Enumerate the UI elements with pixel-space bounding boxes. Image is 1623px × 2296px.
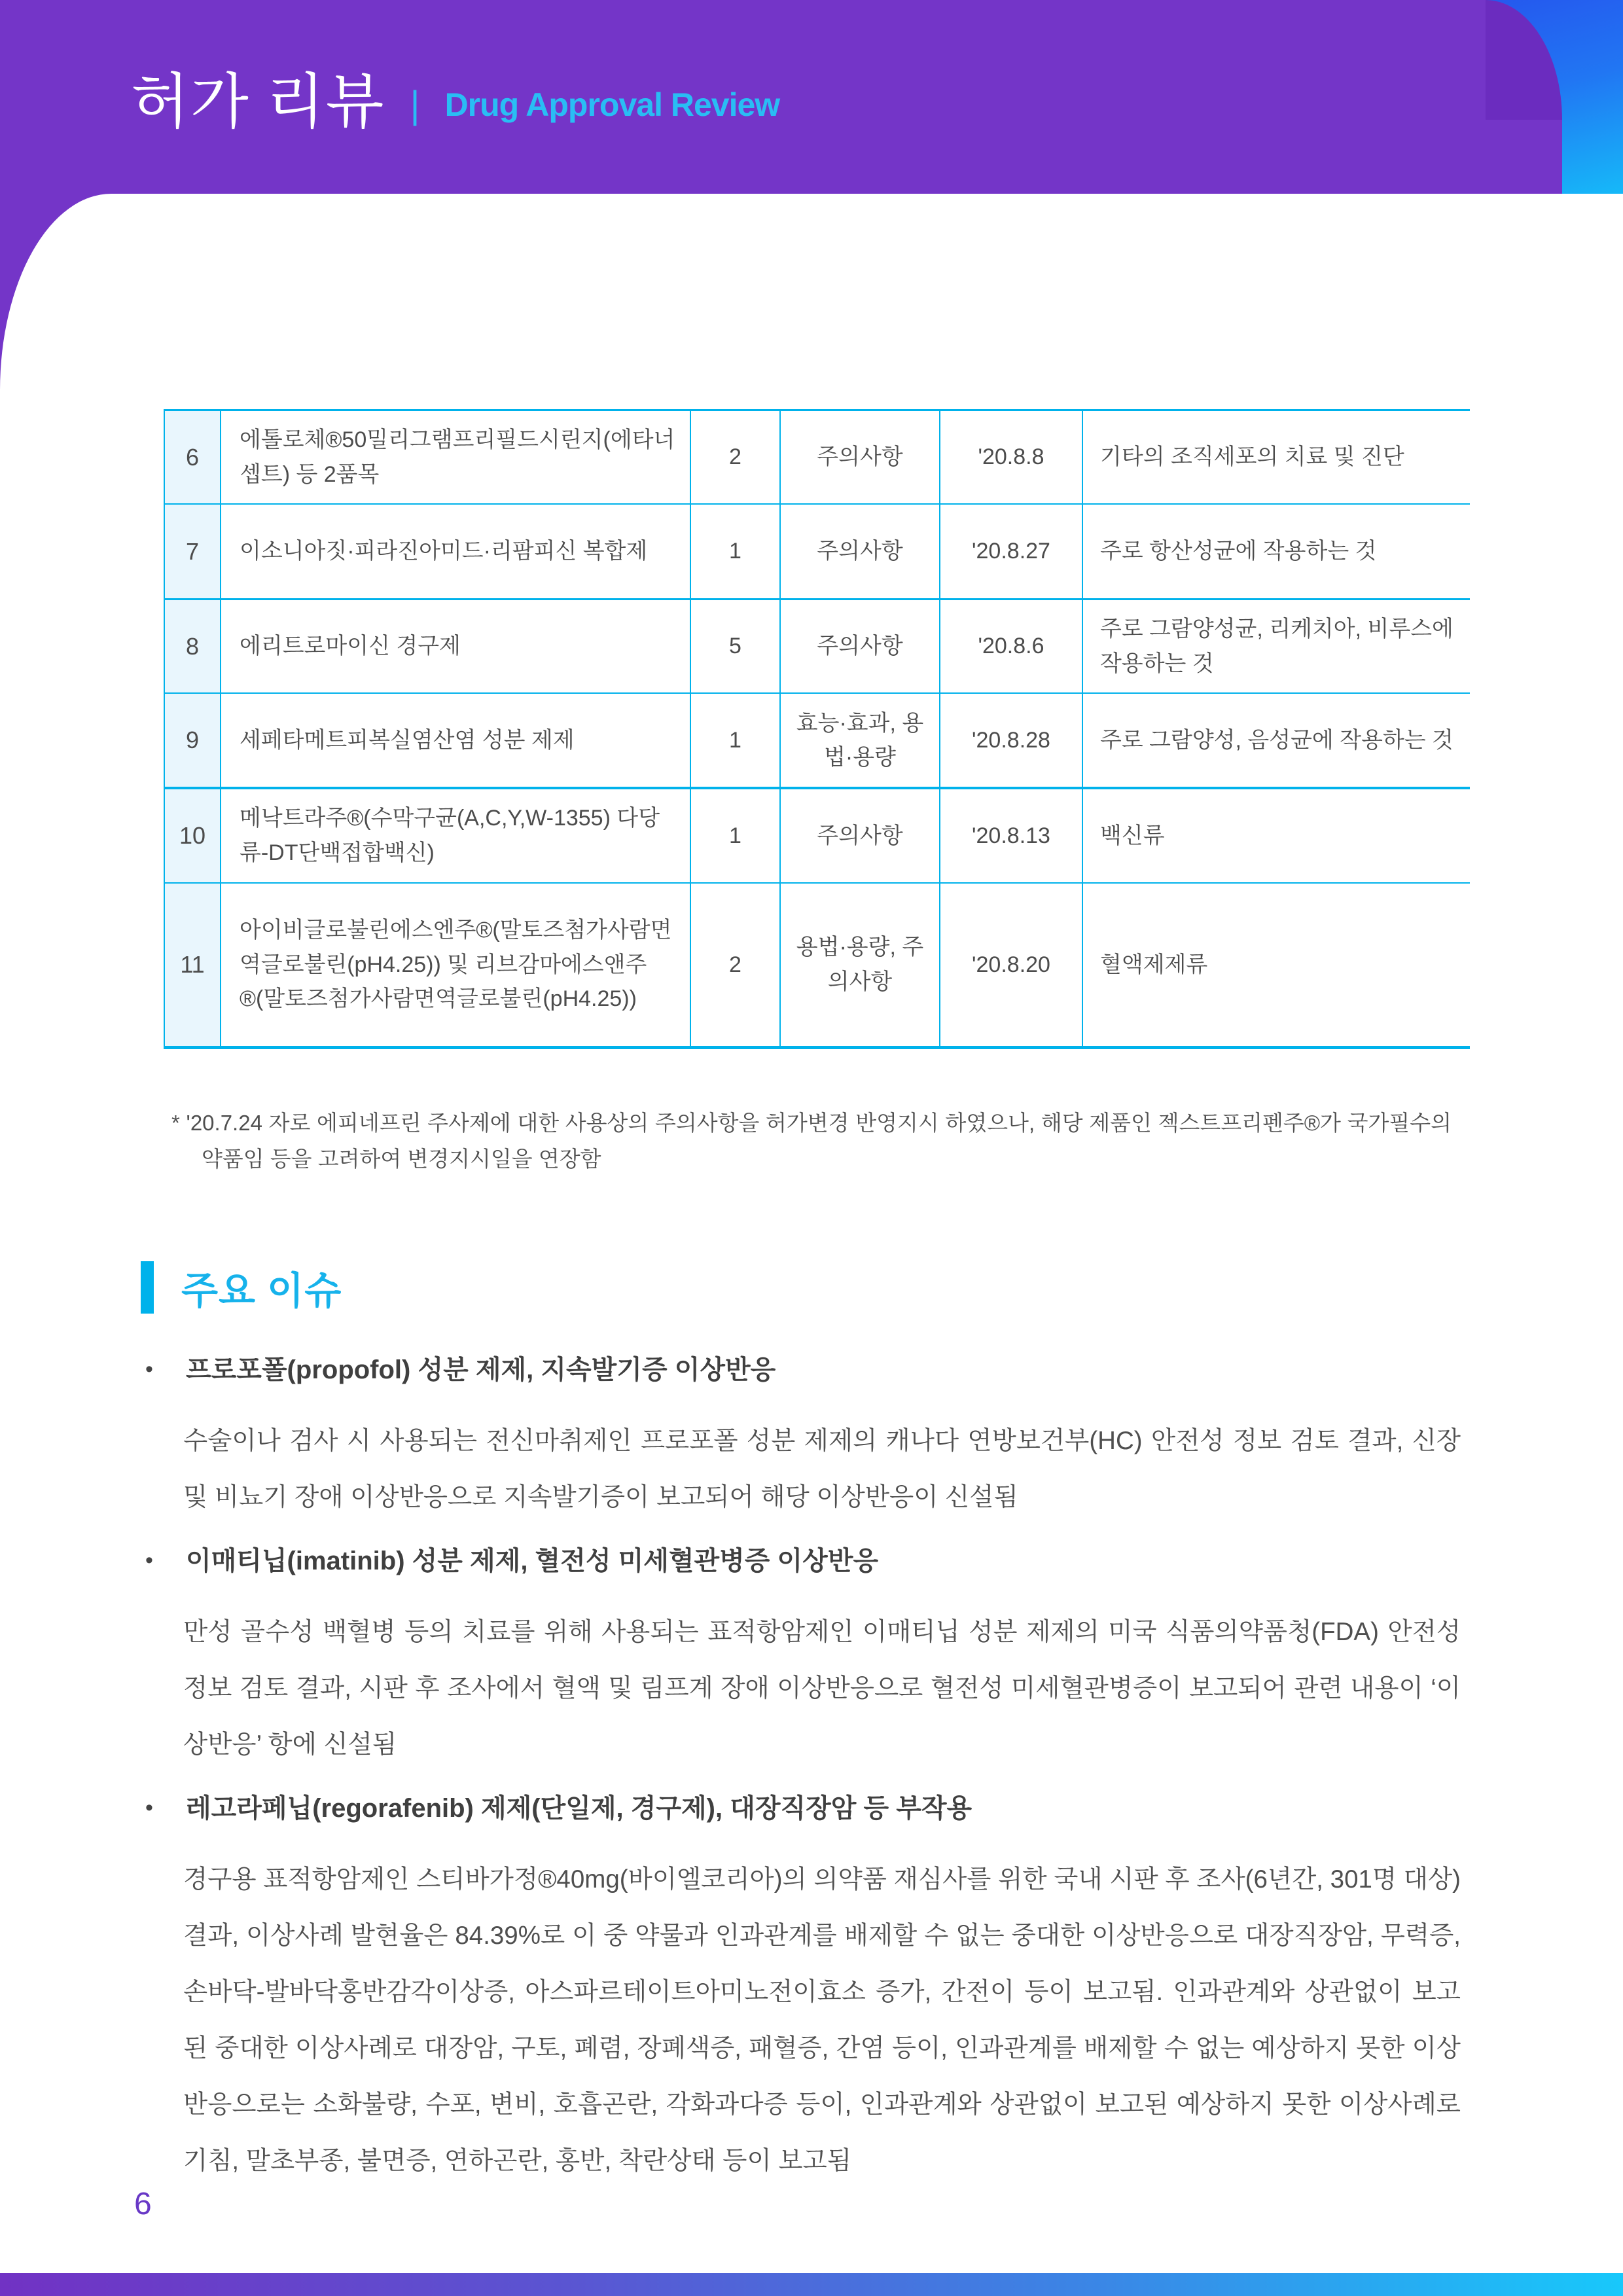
item-count-cell: 1 [690, 693, 780, 788]
issue-heading-text: 프로포폴(propofol) 성분 제제, 지속발기증 이상반응 [186, 1355, 776, 1384]
table-footnote: * '20.7.24 자로 에피네프린 주사제에 대한 사용상의 주의사항을 허가변경 반영지시 하였으나, 해당 제품인 젝스트프리펜주®가 국가필수의약품임 등을 고려하여 변경지시일을 연장함 [171, 1111, 1452, 1172]
issue-heading [145, 1353, 1461, 1387]
product-name-cell: 메낙트라주®(수막구균(A,C,Y,W-1355) 다당류-DT단백접합백신) [221, 788, 690, 882]
header-title-group [131, 0, 779, 194]
approval-change-table [164, 409, 1470, 1049]
bullet-icon: • [145, 1548, 153, 1573]
date-cell: '20.8.28 [940, 693, 1082, 788]
row-number-cell: 9 [164, 693, 221, 788]
date-cell: '20.8.13 [940, 788, 1082, 882]
change-type-cell: 주의사항 [780, 410, 940, 505]
page-title-korean: 허가 리뷰 [131, 69, 385, 135]
section-title: 주요 이슈 [181, 1270, 342, 1312]
item-count-cell: 2 [690, 883, 780, 1048]
change-type-cell: 주의사항 [780, 788, 940, 882]
table-row [164, 788, 1470, 882]
change-type-cell: 주의사항 [780, 504, 940, 599]
issue-body: 수술이나 검사 시 사용되는 전신마취제인 프로포폴 성분 제제의 캐나다 연방보건부(HC) 안전성 정보 검토 결과, 신장 및 비뇨기 장애 이상반응으로 지속발기증이 보고되어 해당 이상반응이 신설됨 [183, 1427, 1461, 1511]
product-name-cell: 에리트로마이신 경구제 [221, 599, 690, 693]
header-corner-arc-base [1486, 120, 1562, 194]
category-cell: 백신류 [1100, 823, 1165, 848]
table-row [164, 693, 1470, 788]
major-issues-section [0, 1260, 1623, 2206]
item-count-cell: 5 [690, 599, 780, 693]
table-row [164, 504, 1470, 599]
change-type-cell: 주의사항 [780, 599, 940, 693]
category-cell: 주로 그람양성균, 리케치아, 비루스에 작용하는 것 [1100, 616, 1454, 676]
item-count-cell: 2 [690, 410, 780, 505]
date-cell: '20.8.8 [940, 410, 1082, 505]
section-heading [141, 1260, 1623, 1315]
date-cell: '20.8.20 [940, 883, 1082, 1048]
item-count-cell: 1 [690, 504, 780, 599]
title-divider: | [410, 83, 420, 126]
page-number: 6 [134, 2187, 152, 2221]
issue-heading [145, 1791, 1461, 1825]
date-cell: '20.8.27 [940, 504, 1082, 599]
table-row [164, 410, 1470, 505]
row-number-cell: 8 [164, 599, 221, 693]
row-number-cell: 6 [164, 410, 221, 505]
category-cell: 주로 항산성균에 작용하는 것 [1100, 539, 1377, 564]
issue-heading-text: 이매티닙(imatinib) 성분 제제, 혈전성 미세혈관병증 이상반응 [186, 1547, 879, 1575]
row-number-cell: 11 [164, 883, 221, 1048]
product-name-cell: 아이비글로불린에스엔주®(말토즈첨가사람면역글로불린(pH4.25)) 및 리브감마에스앤주®(말토즈첨가사람면역글로불린(pH4.25)) [221, 883, 690, 1048]
issue-body: 만성 골수성 백혈병 등의 치료를 위해 사용되는 표적항암제인 이매티닙 성분 제제의 미국 식품의약품청(FDA) 안전성 정보 검토 결과, 시판 후 조사에서 혈액 및 림프계 장애 이상반응으로 혈전성 미세혈관병증이 보고되어 관련 내용이 ‘이상반응’ 항에 신설됨 [183, 1618, 1461, 1759]
product-name-cell: 세페타메트피복실염산염 성분 제제 [221, 693, 690, 788]
table-row [164, 599, 1470, 693]
table-row [164, 883, 1470, 1048]
issue-heading-text: 레고라페닙(regorafenib) 제제(단일제, 경구제), 대장직장암 등 부작용 [186, 1794, 972, 1823]
product-name-cell: 에톨로체®50밀리그램프리필드시린지(에타너셉트) 등 2품목 [221, 410, 690, 505]
category-cell: 주로 그람양성, 음성균에 작용하는 것 [1100, 728, 1454, 753]
bullet-icon: • [145, 1357, 153, 1382]
issue-body: 경구용 표적항암제인 스티바가정®40mg(바이엘코리아)의 의약품 재심사를 위한 국내 시판 후 조사(6년간, 301명 대상) 결과, 이상사례 발현율은 84.39%로 이 중 약물과 인과관계를 배제할 수 없는 중대한 이상반응으로 대장직장암, 무력증, 손바닥-발바닥홍반감각이상증, 아스파르테이트아미노전이효소 증가, 간전이 등이 보고됨. 인과관계와 상관없이 보고된 중대한 이상사례로 대장암, 구토, 폐렴, 장폐색증, 패혈증, 간염 등이, 인과관계를 배제할 수 없는 예상하지 못한 이상반응으로는 소화불량, 수포, 변비, 호흡곤란, 각화과다증 등이, 인과관계와 상관없이 보고된 예상하지 못한 이상사례로 기침, 말초부종, 불면증, 연하곤란, 홍반, 착란상태 등이 보고됨 [183, 1865, 1461, 2175]
section-accent-bar [141, 1261, 154, 1314]
item-count-cell: 1 [690, 788, 780, 882]
change-type-cell: 용법·용량, 주의사항 [780, 883, 940, 1048]
footer-gradient-bar [0, 2273, 1623, 2296]
date-cell: '20.8.6 [940, 599, 1082, 693]
bullet-icon: • [145, 1795, 153, 1820]
page-title-english: Drug Approval Review [444, 86, 780, 123]
category-cell: 혈액제제류 [1100, 952, 1208, 977]
row-number-cell: 10 [164, 788, 221, 882]
change-type-cell: 효능·효과, 용법·용량 [780, 693, 940, 788]
issue-heading [145, 1544, 1461, 1578]
row-number-cell: 7 [164, 504, 221, 599]
product-name-cell: 이소니아짓·피라진아미드·리팜피신 복합제 [221, 504, 690, 599]
category-cell: 기타의 조직세포의 치료 및 진단 [1100, 444, 1404, 470]
